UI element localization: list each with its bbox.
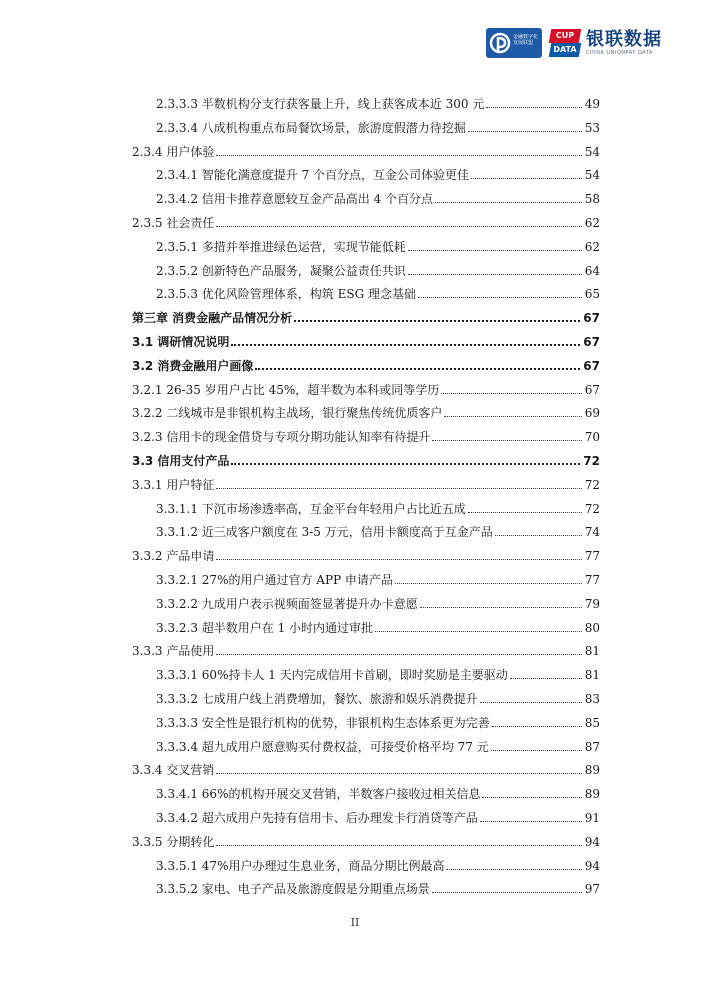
toc-entry[interactable] <box>132 758 600 778</box>
toc-entry-title: 第三章 消费金融产品情况分析 <box>132 311 293 326</box>
toc-entry[interactable] <box>156 592 600 612</box>
toc-entry[interactable] <box>132 425 600 445</box>
toc-entry[interactable] <box>156 92 600 112</box>
toc-dot-leader <box>495 535 582 536</box>
toc-entry[interactable] <box>156 520 600 540</box>
toc-entry-page: 67 <box>584 382 600 397</box>
toc-dot-leader <box>432 892 582 893</box>
toc-entry-page: 69 <box>584 406 600 421</box>
toc-entry-title: 3.3.1 用户特征 <box>132 477 215 492</box>
toc-entry-page: 89 <box>584 787 600 802</box>
alliance-emblem-icon <box>489 31 511 55</box>
toc-entry[interactable] <box>156 854 600 874</box>
toc-entry-title: 3.3.4 交叉营销 <box>132 763 215 778</box>
toc-entry-page: 67 <box>583 335 600 349</box>
toc-dot-leader <box>444 416 581 417</box>
toc-entry-page: 72 <box>584 477 600 492</box>
toc-dot-leader <box>216 488 581 489</box>
toc-entry-page: 83 <box>584 692 600 706</box>
fintech-alliance-logo <box>486 28 542 58</box>
toc-dot-leader <box>486 107 581 108</box>
toc-dot-leader <box>491 750 582 751</box>
toc-entry[interactable] <box>132 306 600 326</box>
toc-entry-page: 89 <box>584 763 600 778</box>
toc-entry-page: 54 <box>584 168 600 183</box>
toc-entry[interactable] <box>156 616 600 636</box>
toc-dot-leader <box>492 726 582 727</box>
toc-entry-title: 3.3.2 产品申请 <box>132 549 215 564</box>
toc-dot-leader <box>480 821 582 822</box>
toc-entry[interactable] <box>132 330 600 350</box>
toc-entry[interactable] <box>156 711 600 731</box>
toc-dot-leader <box>482 797 581 798</box>
toc-entry[interactable] <box>132 401 600 421</box>
toc-dot-leader <box>231 463 580 465</box>
toc-dot-leader <box>510 678 582 679</box>
toc-entry-title: 2.3.5.2 创新特色产品服务，凝聚公益责任共识 <box>156 263 406 278</box>
toc-entry[interactable] <box>132 544 600 564</box>
toc-entry-title: 2.3.4.1 智能化满意度提升 7 个百分点，互金公司体验更佳 <box>156 168 470 183</box>
toc-entry-page: 91 <box>584 811 600 825</box>
toc-entry-title: 3.3.3.1 60%持卡人 1 天内完成信用卡首刷，即时奖励是主要驱动 <box>156 668 508 683</box>
toc-entry-title: 3.2.3 信用卡的现金借贷与专项分期功能认知率有待提升 <box>132 430 431 445</box>
toc-entry[interactable] <box>132 473 600 493</box>
toc-entry-title: 3.3.5 分期转化 <box>132 834 215 849</box>
toc-entry-page: 77 <box>584 573 600 587</box>
toc-entry[interactable] <box>156 116 600 136</box>
cup-data-badge-icon <box>550 29 580 57</box>
toc-entry-title: 3.3 信用支付产品 <box>132 454 230 468</box>
toc-entry-page: 79 <box>584 596 600 611</box>
toc-entry-title: 3.3.1.1 下沉市场渗透率高，互金平台年轻用户占比近五成 <box>156 501 466 516</box>
toc-entry-page: 64 <box>584 263 600 278</box>
toc-entry-page: 81 <box>584 644 600 659</box>
toc-dot-leader <box>418 297 582 298</box>
toc-entry-title: 3.3.1.2 近三成客户额度在 3-5 万元，信用卡额度高于互金产品 <box>156 525 493 540</box>
toc-dot-leader <box>435 202 582 203</box>
toc-entry-page: 54 <box>584 144 600 159</box>
toc-dot-leader <box>294 320 580 322</box>
unionpay-data-logo <box>550 29 662 57</box>
toc-dot-leader <box>216 155 581 156</box>
toc-dot-leader <box>216 654 581 655</box>
toc-entry-page: 97 <box>584 882 600 897</box>
toc-dot-leader <box>408 250 582 251</box>
cup-badge-top: CUP <box>555 31 575 40</box>
toc-dot-leader <box>468 512 582 513</box>
toc-entry-title: 2.3.5.1 多措并举推进绿色运营，实现节能低耗 <box>156 239 406 254</box>
toc-entry[interactable] <box>156 282 600 302</box>
toc-dot-leader <box>375 631 582 632</box>
toc-dot-leader <box>231 344 580 346</box>
toc-dot-leader <box>216 559 581 560</box>
toc-dot-leader <box>471 178 582 179</box>
toc-entry[interactable] <box>156 687 600 707</box>
toc-entry-title: 3.3.4.2 超六成用户先持有信用卡、后办理发卡行消贷等产品 <box>156 811 478 825</box>
toc-entry-title: 3.3.3.2 七成用户线上消费增加，餐饮、旅游和娱乐消费提升 <box>156 692 478 706</box>
toc-entry[interactable] <box>156 663 600 683</box>
toc-entry-title: 3.3.3 产品使用 <box>132 644 215 659</box>
toc-entry[interactable] <box>132 449 600 469</box>
toc-entry-page: 62 <box>584 216 600 230</box>
toc-entry-page: 58 <box>584 192 600 207</box>
toc-entry-page: 94 <box>584 858 600 873</box>
toc-entry-page: 72 <box>583 454 600 468</box>
toc-entry-title: 2.3.4.2 信用卡推荐意愿较互金产品高出 4 个百分点 <box>156 192 434 207</box>
toc-entry-title: 2.3.5.3 优化风险管理体系，构筑 ESG 理念基础 <box>156 287 416 302</box>
toc-entry-title: 3.3.3.4 超九成用户愿意购买付费权益，可接受价格平均 77 元 <box>156 739 489 754</box>
toc-entry[interactable] <box>156 163 600 183</box>
toc-dot-leader <box>420 607 582 608</box>
toc-entry-page: 67 <box>583 358 600 373</box>
toc-entry-title: 3.1 调研情况说明 <box>132 335 230 349</box>
toc-dot-leader <box>216 773 581 774</box>
toc-dot-leader <box>255 368 580 370</box>
toc-entry[interactable] <box>132 140 600 160</box>
toc-dot-leader <box>408 274 582 275</box>
toc-entry[interactable] <box>132 211 600 231</box>
toc-entry-page: 49 <box>584 97 600 111</box>
toc-entry-title: 2.3.3.4 八成机构重点布局餐饮场景，旅游度假潜力待挖掘 <box>156 120 466 135</box>
toc-dot-leader <box>216 226 581 227</box>
toc-entry[interactable] <box>132 354 600 374</box>
toc-entry[interactable] <box>156 735 600 755</box>
toc-entry[interactable] <box>156 497 600 517</box>
toc-dot-leader <box>480 702 582 703</box>
toc-entry-title: 3.2 消费金融用户画像 <box>132 358 254 373</box>
toc-entry-title: 2.3.3.3 半数机构分支行获客量上升，线上获客成本近 300 元 <box>156 97 485 111</box>
toc-entry[interactable] <box>156 568 600 588</box>
toc-entry-title: 3.3.3.3 安全性是银行机构的优势，非银机构生态体系更为完善 <box>156 715 490 730</box>
toc-entry[interactable] <box>156 235 600 255</box>
toc-entry-page: 62 <box>584 239 600 254</box>
toc-entry[interactable] <box>132 378 600 398</box>
toc-entry-page: 77 <box>584 549 600 564</box>
toc-dot-leader <box>441 393 581 394</box>
cup-badge-bottom: DATA <box>553 45 577 54</box>
toc-entry-page: 81 <box>584 668 600 683</box>
toc-entry[interactable] <box>156 782 600 802</box>
page-header <box>486 26 662 60</box>
toc-entry-title: 3.3.4.1 66%的机构开展交叉营销，半数客户接收过相关信息 <box>156 787 481 802</box>
toc-entry-title: 3.2.2 二线城市是非银机构主战场，银行聚焦传统优质客户 <box>132 406 443 421</box>
toc-entry-page: 70 <box>584 430 600 445</box>
brand-name-en: CHINA UNIONPAY DATA <box>586 49 653 56</box>
toc-entry-title: 3.3.2.1 27%的用户通过官方 APP 申请产品 <box>156 573 393 587</box>
toc-entry[interactable] <box>156 187 600 207</box>
toc-entry[interactable] <box>156 806 600 826</box>
toc-entry[interactable] <box>156 877 600 897</box>
toc-entry[interactable] <box>132 830 600 850</box>
toc-entry-title: 3.3.2.3 超半数用户在 1 小时内通过审批 <box>156 620 374 635</box>
toc-entry-title: 3.2.1 26-35 岁用户占比 45%，超半数为本科或同等学历 <box>132 382 440 397</box>
brand-name <box>586 28 662 56</box>
toc-entry-page: 87 <box>584 739 600 754</box>
toc-entry-title: 3.3.5.1 47%用户办理过生息业务，商品分期比例最高 <box>156 858 445 873</box>
toc-entry-page: 80 <box>584 620 600 635</box>
toc-entry[interactable] <box>132 639 600 659</box>
toc-entry-page: 94 <box>584 834 600 849</box>
toc-entry[interactable] <box>156 259 600 279</box>
toc-dot-leader <box>216 845 581 846</box>
brand-name-cn: 银联数据 <box>586 28 662 50</box>
toc-dot-leader <box>432 440 581 441</box>
toc-entry-title: 2.3.4 用户体验 <box>132 144 215 159</box>
toc-entry-page: 85 <box>584 715 600 730</box>
toc-dot-leader <box>468 131 582 132</box>
toc-entry-page: 65 <box>584 287 600 302</box>
alliance-logo-text: 金融数字化发展联盟 <box>513 34 539 46</box>
toc-entry-title: 3.3.5.2 家电、电子产品及旅游度假是分期重点场景 <box>156 882 430 897</box>
toc-entry-page: 72 <box>584 501 600 516</box>
page-number: II <box>350 916 360 929</box>
toc-entry-title: 2.3.5 社会责任 <box>132 216 215 230</box>
toc-dot-leader <box>446 869 581 870</box>
toc-dot-leader <box>395 583 582 584</box>
toc-entry-title: 3.3.2.2 九成用户表示视频面签显著提升办卡意愿 <box>156 596 418 611</box>
toc-entry-page: 53 <box>584 120 600 135</box>
toc-entry-page: 74 <box>584 525 600 540</box>
toc-entry-page: 67 <box>583 311 600 326</box>
